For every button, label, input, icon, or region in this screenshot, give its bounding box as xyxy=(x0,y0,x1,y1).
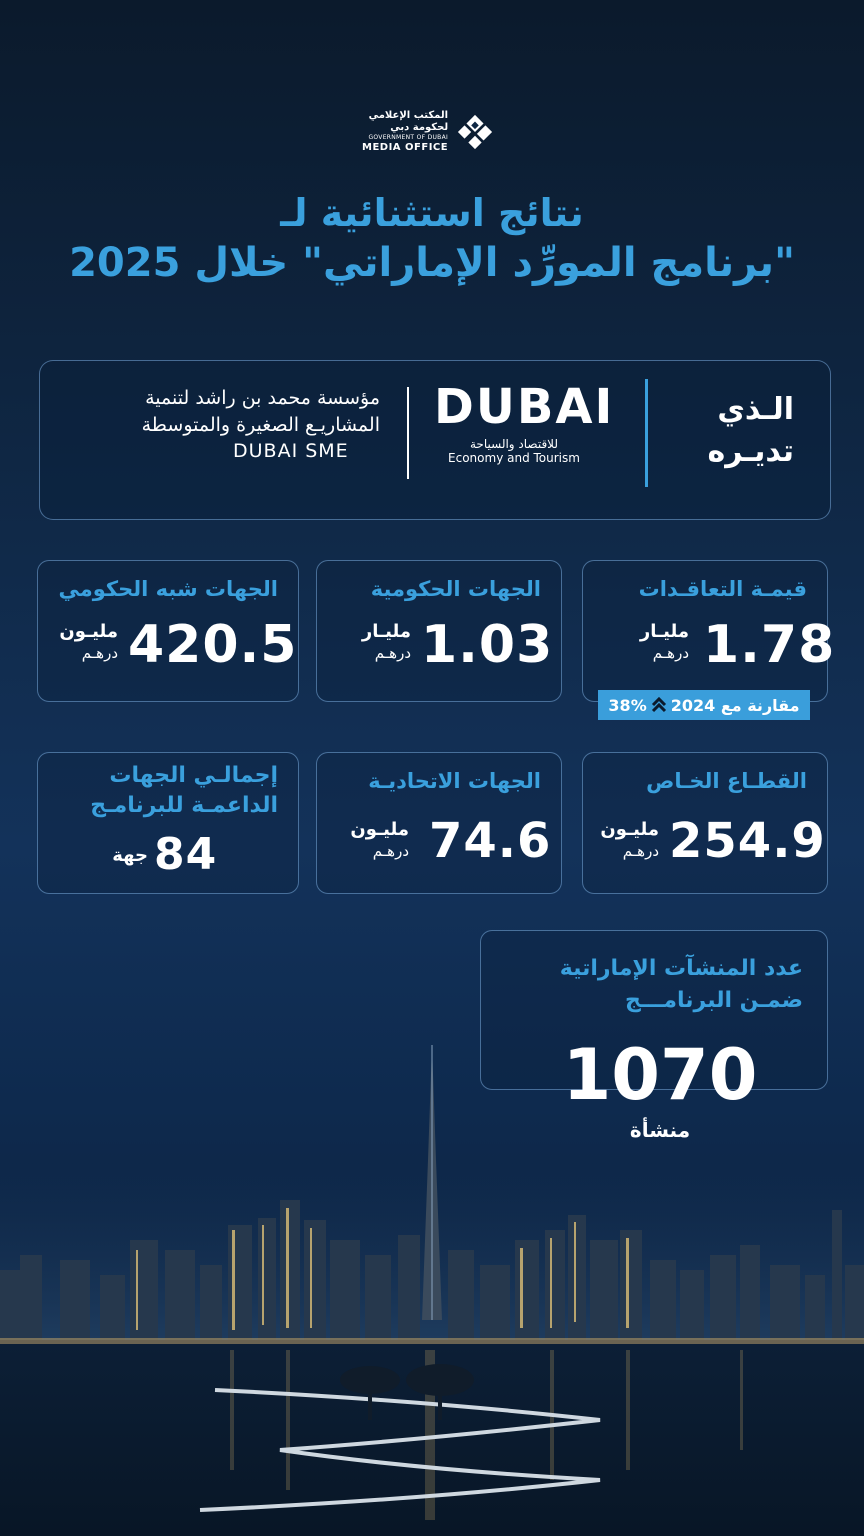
card-private-sector-unit-2: درهـم xyxy=(622,841,659,860)
media-office-ar2: لحكومة دبي xyxy=(390,122,449,134)
card-government-unit xyxy=(333,621,411,662)
sme-line-1: مؤسسة محمد بن راشد لتنمية xyxy=(145,387,380,409)
dubai-economy-tourism-logo xyxy=(434,379,615,483)
card-supporters-title-2: الداعمـة للبرنامـج xyxy=(90,792,278,818)
establishments-title-1: عدد المنشآت الإماراتية xyxy=(559,956,803,981)
sme-en: DUBAI SME xyxy=(233,440,349,463)
card-federal-unit-2: درهـم xyxy=(372,841,409,860)
organizer-divider xyxy=(407,387,409,479)
title-line-2: "برنامج المورِّد الإماراتي" خلال 2025 xyxy=(69,239,795,286)
media-office-text xyxy=(362,110,448,153)
card-contracts-value: 1.78 xyxy=(703,615,836,675)
card-supporters-title-1: إجمالـي الجهات xyxy=(109,763,278,788)
card-government xyxy=(316,560,562,702)
dubai-skyline-image xyxy=(0,1034,864,1536)
card-government-title: الجهات الحكومية xyxy=(370,577,541,601)
card-government-value: 1.03 xyxy=(421,615,554,675)
compare-text: مقارنة مع 2024 xyxy=(670,695,800,715)
card-contracts-unit-1: مليـار xyxy=(639,621,689,642)
card-private-sector-title: القطـاع الخـاص xyxy=(646,769,807,793)
organizer-box xyxy=(39,360,831,520)
card-private-sector-unit xyxy=(593,819,659,860)
card-semi-government-title: الجهات شبه الحكومي xyxy=(58,577,278,601)
card-contracts xyxy=(582,560,836,702)
card-federal-title: الجهات الاتحاديـة xyxy=(368,769,541,793)
dubai-sme-block xyxy=(70,385,380,465)
organizer-accent-bar xyxy=(645,379,648,487)
card-semi-government-unit xyxy=(52,621,118,662)
card-government-unit-2: درهـم xyxy=(374,643,411,662)
title-line-1: نتائج استثنائية لـ xyxy=(280,191,584,235)
det-logo-en: Economy and Tourism xyxy=(448,451,580,466)
card-contracts-unit-2: درهـم xyxy=(652,643,689,662)
card-federal-unit xyxy=(339,819,409,860)
card-semi-government-value: 420.5 xyxy=(128,615,298,675)
card-semi-government-unit-1: مليـون xyxy=(59,621,118,642)
card-contracts-title: قيمـة التعاقـدات xyxy=(638,577,807,601)
card-supporters xyxy=(37,752,299,894)
compare-badge xyxy=(598,690,810,720)
page-title xyxy=(0,190,864,288)
establishments-unit: منشأة xyxy=(629,1118,691,1142)
organizer-label-line-2: تديـره xyxy=(707,434,794,469)
compare-percent: 38% xyxy=(608,695,647,715)
organizer-label xyxy=(674,389,794,473)
double-chevron-up-icon xyxy=(651,697,667,713)
card-supporters-unit-1: جهة xyxy=(112,845,148,866)
card-federal-value: 74.6 xyxy=(429,813,552,869)
card-private-sector-unit-1: مليـون xyxy=(600,819,659,840)
media-office-emblem-icon xyxy=(456,113,494,151)
card-contracts-unit xyxy=(601,621,689,662)
establishments-value: 1070 xyxy=(562,1034,758,1116)
card-federal xyxy=(316,752,562,894)
det-logo-ar: للاقتصاد والسياحة xyxy=(469,437,558,451)
card-semi-government xyxy=(37,560,299,702)
card-private-sector xyxy=(582,752,828,894)
card-government-unit-1: مليـار xyxy=(361,621,411,642)
establishments-title xyxy=(505,953,803,1017)
establishments-title-2: ضمـن البرنامـــج xyxy=(624,987,803,1013)
card-semi-government-unit-2: درهـم xyxy=(81,643,118,662)
organizer-label-line-1: الـذي xyxy=(717,392,794,427)
media-office-en: MEDIA OFFICE xyxy=(362,141,449,153)
media-office-ar: المكتب الإعلامي xyxy=(368,110,449,122)
card-supporters-value: 84 xyxy=(154,829,218,880)
card-supporters-title xyxy=(52,761,278,820)
media-office-gov: GOVERNMENT OF DUBAI xyxy=(368,134,449,142)
card-private-sector-value: 254.9 xyxy=(669,813,826,869)
det-logo-word: DUBAI xyxy=(434,379,615,435)
card-federal-unit-1: مليـون xyxy=(350,819,409,840)
card-supporters-unit xyxy=(104,845,148,868)
sme-line-2: المشاريـع الصغيرة والمتوسطة xyxy=(141,413,380,436)
media-office-logo xyxy=(362,108,502,156)
